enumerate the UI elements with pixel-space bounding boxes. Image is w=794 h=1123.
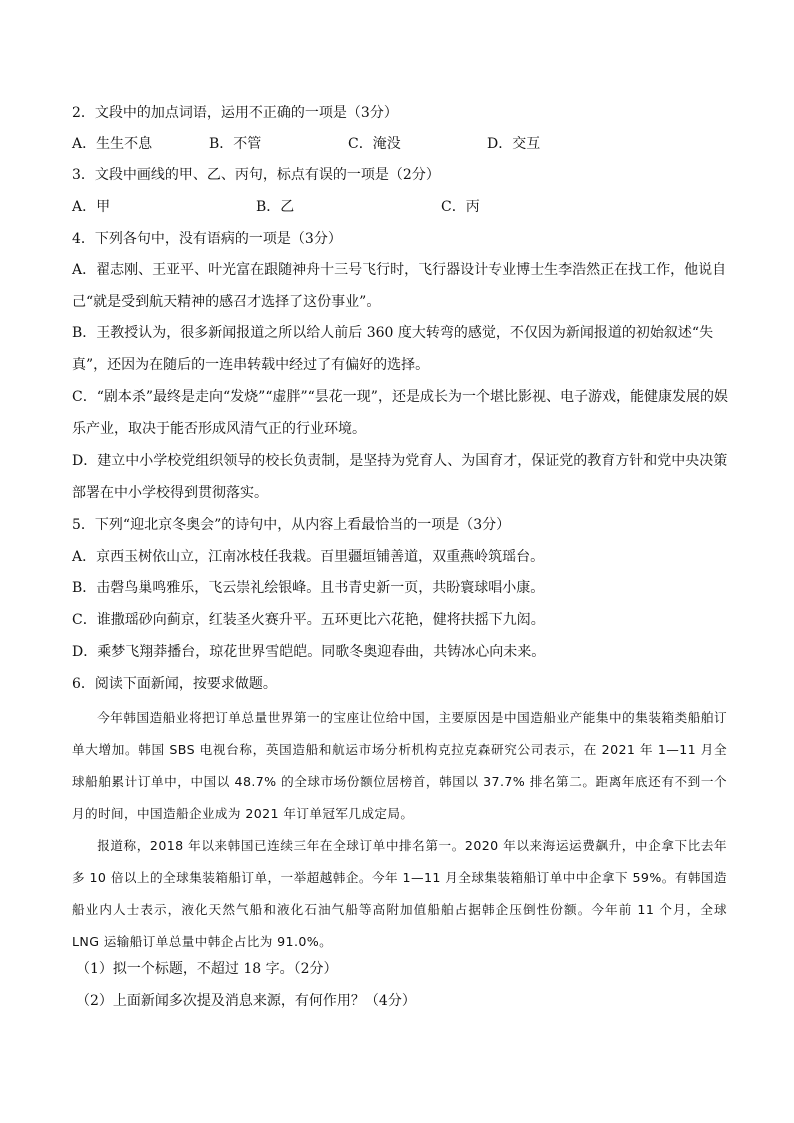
q5-option-d: D．乘梦飞翔莽播台，琼花世界雪皑皑。同歌冬奥迎春曲，共铸冰心向未来。 (72, 644, 546, 660)
q4-option-c-line1: C．“剧本杀”最终是走向“发烧”“虚胖”“昙花一现”，还是成长为一个堪比影视、电子游戏，能健康发展的娱 (72, 389, 728, 405)
q4-option-c-line2: 乐产业，取决于能否形成风清气正的行业环境。 (72, 421, 366, 437)
news-paragraph-1: 今年韩国造船业将把订单总量世界第一的宝座让位给中国，主要原因是中国造船业产能集中的集装箱类船舶订单大增加。韩国 SBS 电视台称，英国造船和航运市场分析机构克拉克森研究公司表示，在 2021 年 1—11 月全球船舶累计订单中，中国以 48.7% 的全球市场份额位居榜首，韩国以 37.7% 排名第二。距离年底还有不到一个月的时间，中国造船企业成为 2021 年订单冠军几成定局。 (72, 710, 727, 821)
q3-option-b: B．乙 (256, 199, 295, 215)
q6-sub-question-1: （1）拟一个标题，不超过 18 字。（2分） (76, 961, 338, 977)
q6-sub-question-2: （2）上面新闻多次提及消息来源，有何作用？（4分） (76, 993, 416, 1009)
q5-option-c: C．谁撒瑶砂向蓟京，红装圣火赛升平。五环更比六花艳，健将扶摇下九闳。 (72, 612, 545, 628)
q4-option-d-line1: D．建立中小学校党组织领导的校长负责制，是坚持为党育人、为国育才，保证党的教育方针和党中央决策 (72, 453, 728, 469)
news-paragraph-2: 报道称，2018 年以来韩国已连续三年在全球订单中排名第一。2020 年以来海运运费飙升，中企拿下比去年多 10 倍以上的全球集装箱船订单，一举超越韩企。今年 1—11 月全球集装箱船订单中中企拿下 59%。有韩国造船业内人士表示，液化天然气船和液化石油气船等高附加值船舶占据韩企压倒性份额。今年前 11 个月，全球 LNG 运输船订单总量中韩企占比为 91.0%。 (72, 838, 728, 949)
q3-option-c: C．丙 (441, 199, 480, 215)
q4-option-a-line2: 己“就是受到航天精神的感召才选择了这份事业”。 (72, 294, 381, 310)
q2-stem: 2．文段中的加点词语，运用不正确的一项是（3分） (72, 105, 398, 121)
q3-option-a: A．甲 (72, 199, 111, 215)
q2-option-c: C．淹没 (348, 136, 401, 152)
q4-option-a-line1: A．翟志刚、王亚平、叶光富在跟随神舟十三号飞行时，飞行器设计专业博士生李浩然正在找工作，他说自 (72, 262, 727, 278)
q2-option-d: D．交互 (487, 136, 541, 152)
q4-option-b-line2: 真”，还因为在随后的一连串转载中经过了有偏好的选择。 (72, 357, 430, 373)
q4-option-d-line2: 部署在中小学校得到贯彻落实。 (72, 485, 268, 501)
q5-stem: 5．下列“迎北京冬奥会”的诗句中，从内容上看最恰当的一项是（3分） (72, 517, 511, 533)
q5-option-b: B．击磬鸟巢鸣雅乐，飞云崇礼绘银峰。且书青史新一页，共盼寰球唱小康。 (72, 580, 545, 596)
q2-option-a: A．生生不息 (72, 136, 153, 152)
q4-option-b-line1: B．王教授认为，很多新闻报道之所以给人前后 360 度大转弯的感觉，不仅因为新闻报道的初始叙述“失 (72, 325, 714, 341)
q4-stem: 4．下列各句中，没有语病的一项是（3分） (72, 231, 342, 247)
q6-stem: 6．阅读下面新闻，按要求做题。 (72, 676, 277, 692)
q5-option-a: A．京西玉树依山立，江南冰枝任我栽。百里疆垣铺善道，双重燕岭筑瑶台。 (72, 549, 545, 565)
q2-option-b: B．不管 (209, 136, 262, 152)
q3-stem: 3．文段中画线的甲、乙、丙句，标点有误的一项是（2分） (72, 167, 440, 183)
